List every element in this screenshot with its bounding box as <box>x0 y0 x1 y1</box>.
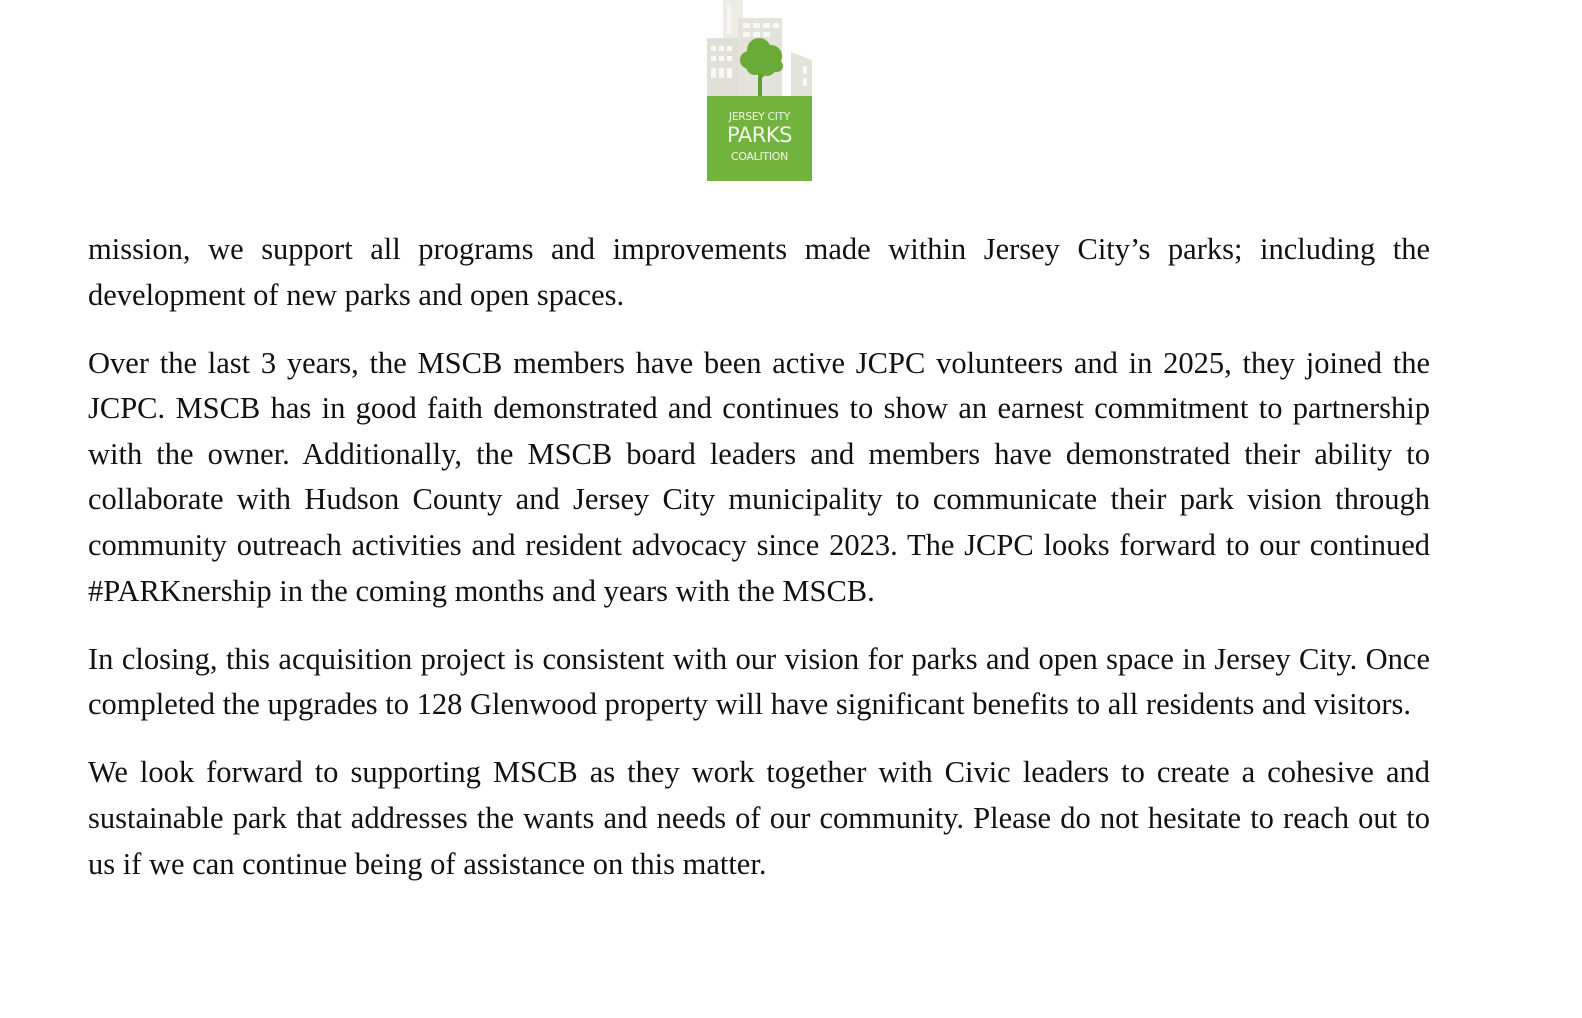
logo-text-coalition: COALITION <box>730 150 789 163</box>
logo-skyline-tree-graphic <box>705 0 815 100</box>
logo-building-right <box>791 52 812 98</box>
logo-text-jersey-city: JERSEY CITY <box>728 111 791 123</box>
letter-paragraph-mission: mission, we support all programs and improvements made within Jersey City’s parks; including the development of new parks and open spaces. <box>88 232 1430 312</box>
letter-paragraph-closing: In closing, this acquisition project is consistent with our vision for parks and open space in Jersey City. Once completed the upgrades to 128 Glenwood property will have significant benefits to all residents and visitors. <box>88 641 1430 722</box>
logo-text-parks: PARKS <box>727 123 792 147</box>
logo-green-box <box>707 96 812 181</box>
jersey-city-parks-coalition-logo <box>705 0 815 182</box>
letter-paragraph-support: We look forward to supporting MSCB as they work together with Civic leaders to create a cohesive and sustainable park that addresses the wants and needs of our community. Please do not hesitate to reach out to us if we can continue being of assistance on this matter. <box>88 755 1430 881</box>
letter-body <box>88 227 1430 910</box>
letter-paragraph-mscb-history: Over the last 3 years, the MSCB members have been active JCPC volunteers and in 2025, they joined the JCPC. MSCB has in good faith demonstrated and continues to show an earnest commitment to partnership with the owner. Additionally, the MSCB board leaders and members have demonstrated their ability to collaborate with Hudson County and Jersey City municipality to communicate their park vision through community outreach activities and resident advocacy since 2023. The JCPC looks forward to our continued #PARKnership in the coming months and years with the MSCB. <box>88 345 1430 608</box>
